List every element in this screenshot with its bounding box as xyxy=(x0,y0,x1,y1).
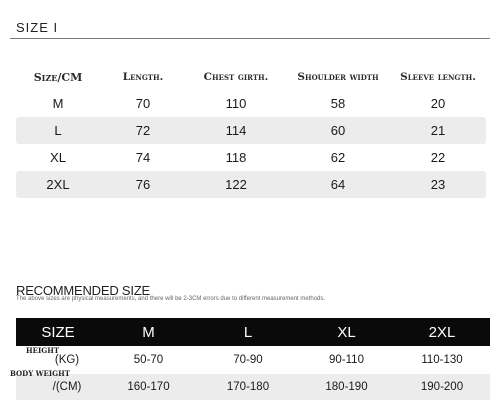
table-row xyxy=(16,171,486,198)
table-cell: 2XL xyxy=(46,177,70,192)
table-cell: L xyxy=(54,123,62,138)
table-cell: 70 xyxy=(135,96,151,111)
table-cell: 72 xyxy=(135,123,151,138)
table-row xyxy=(16,90,486,117)
header-cell: Sleeve length. xyxy=(400,71,476,83)
row-unit: /(CM) xyxy=(52,381,82,393)
table-cell: 50-70 xyxy=(133,354,164,366)
measurement-note: The above sizes are physical measurements, and there will be 2-3CM errors due to different measurement methods. xyxy=(16,296,326,302)
table-row xyxy=(16,144,486,171)
table-row xyxy=(16,117,486,144)
header-cell: XL xyxy=(337,323,356,341)
table-cell: 64 xyxy=(330,177,346,192)
table-cell: 180-190 xyxy=(325,381,368,393)
height-label: HEIGHT xyxy=(26,346,60,355)
table-cell: 23 xyxy=(430,177,446,192)
table-cell: 90-110 xyxy=(329,354,364,366)
table-cell: 74 xyxy=(135,150,151,165)
table-cell: 110-130 xyxy=(421,354,463,366)
table-row xyxy=(16,347,490,373)
table-cell: 114 xyxy=(225,123,247,138)
table-cell: 110 xyxy=(225,96,247,111)
table-cell: 22 xyxy=(430,150,446,165)
header-cell: M xyxy=(142,323,155,341)
table-cell: M xyxy=(52,96,64,111)
table-cell: 122 xyxy=(225,177,247,192)
header-cell: 2XL xyxy=(428,323,456,341)
recommended-table xyxy=(16,318,490,400)
header-cell: Length. xyxy=(122,71,164,83)
table-row xyxy=(16,374,490,400)
table-cell: 170-180 xyxy=(226,381,270,393)
table-cell: 70-90 xyxy=(233,354,263,366)
header-cell: Chest girth. xyxy=(203,71,269,83)
header-cell: Shoulder width xyxy=(297,71,379,83)
size-table-header-row xyxy=(16,64,486,90)
table-cell: 190-200 xyxy=(420,381,464,393)
body-weight-label: BODY WEIGHT xyxy=(10,369,70,378)
table-cell: 20 xyxy=(430,96,446,111)
recommended-title: RECOMMENDED SIZE xyxy=(16,283,151,298)
table-cell: 58 xyxy=(330,96,346,111)
table-cell: XL xyxy=(50,150,66,165)
table-cell: 160-170 xyxy=(127,381,170,393)
recommended-header-row xyxy=(16,318,490,346)
table-cell: 76 xyxy=(135,177,151,192)
table-cell: 21 xyxy=(430,123,446,138)
header-cell: L xyxy=(243,323,253,341)
page-title: SIZE I xyxy=(16,20,59,35)
table-cell: 60 xyxy=(330,123,346,138)
row-unit: (KG) xyxy=(54,354,80,366)
header-cell: Size/CM xyxy=(33,70,83,84)
header-divider xyxy=(10,38,490,39)
table-cell: 118 xyxy=(225,150,247,165)
table-cell: 62 xyxy=(330,150,346,165)
header-cell: SIZE xyxy=(41,323,75,341)
size-table xyxy=(16,64,486,198)
